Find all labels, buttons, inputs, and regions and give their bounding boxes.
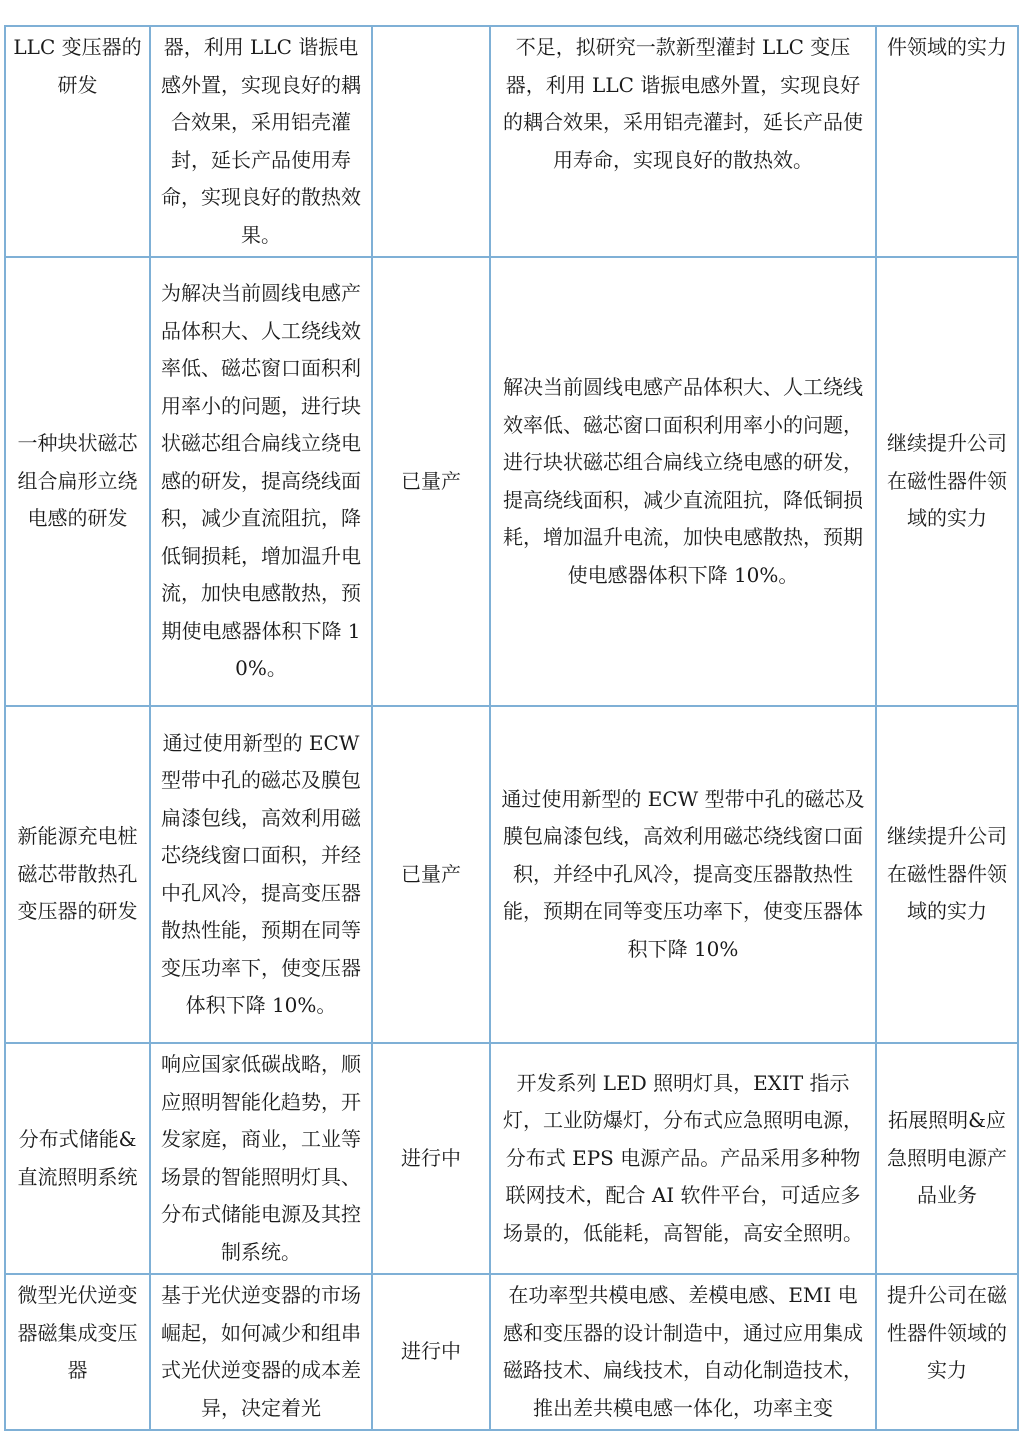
project-impact-cell: 拓展照明&应急照明电源产品业务 xyxy=(876,1043,1018,1274)
table-row xyxy=(5,706,1018,1043)
rd-projects-table xyxy=(4,25,1019,1431)
table-row xyxy=(5,26,1018,257)
project-goal-cell: 不足，拟研究一款新型灌封 LLC 变压器，利用 LLC 谐振电感外置，实现良好的耦合效果，采用铝壳灌封，延长产品使用寿命，实现良好的散热效。 xyxy=(490,26,876,257)
project-method-cell: 通过使用新型的 ECW 型带中孔的磁芯及膜包扁漆包线，高效利用磁芯绕线窗口面积，并经中孔风冷，提高变压器散热性能，预期在同等变压功率下，使变压器体积下降 10%。 xyxy=(150,706,372,1043)
project-method-cell: 为解决当前圆线电感产品体积大、人工绕线效率低、磁芯窗口面积利用率小的问题，进行块状磁芯组合扁线立绕电感的研发，提高绕线面积，减少直流阻抗，降低铜损耗，增加温升电流，加快电感散热，预期使电感器体积下降 10%。 xyxy=(150,257,372,706)
project-goal-cell: 解决当前圆线电感产品体积大、人工绕线效率低、磁芯窗口面积利用率小的问题，进行块状磁芯组合扁线立绕电感的研发，提高绕线面积，减少直流阻抗，降低铜损耗，增加温升电流，加快电感散热，预期使电感器体积下降 10%。 xyxy=(490,257,876,706)
project-method-cell: 器，利用 LLC 谐振电感外置，实现良好的耦合效果，采用铝壳灌封，延长产品使用寿命，实现良好的散热效果。 xyxy=(150,26,372,257)
project-status-cell: 已量产 xyxy=(372,257,490,706)
project-name-cell: 微型光伏逆变器磁集成变压器 xyxy=(5,1274,150,1430)
project-impact-cell: 件领域的实力 xyxy=(876,26,1018,257)
project-name-cell: 新能源充电桩磁芯带散热孔变压器的研发 xyxy=(5,706,150,1043)
project-status-cell: 已量产 xyxy=(372,706,490,1043)
project-goal-cell: 通过使用新型的 ECW 型带中孔的磁芯及膜包扁漆包线，高效利用磁芯绕线窗口面积，并经中孔风冷，提高变压器散热性能，预期在同等变压功率下，使变压器体积下降 10% xyxy=(490,706,876,1043)
project-goal-cell: 开发系列 LED 照明灯具，EXIT 指示灯，工业防爆灯，分布式应急照明电源，分布式 EPS 电源产品。产品采用多种物联网技术，配合 AI 软件平台，可适应多场景的，低能耗，高智能，高安全照明。 xyxy=(490,1043,876,1274)
project-status-cell xyxy=(372,26,490,257)
project-method-cell: 响应国家低碳战略，顺应照明智能化趋势，开发家庭，商业，工业等场景的智能照明灯具、分布式储能电源及其控制系统。 xyxy=(150,1043,372,1274)
table-row xyxy=(5,1043,1018,1274)
project-method-cell: 基于光伏逆变器的市场崛起，如何减少和组串式光伏逆变器的成本差异，决定着光 xyxy=(150,1274,372,1430)
project-status-cell: 进行中 xyxy=(372,1043,490,1274)
table-row xyxy=(5,257,1018,706)
project-status-cell: 进行中 xyxy=(372,1274,490,1430)
project-impact-cell: 继续提升公司在磁性器件领域的实力 xyxy=(876,257,1018,706)
project-impact-cell: 提升公司在磁性器件领域的实力 xyxy=(876,1274,1018,1430)
project-name-cell: LLC 变压器的研发 xyxy=(5,26,150,257)
project-impact-cell: 继续提升公司在磁性器件领域的实力 xyxy=(876,706,1018,1043)
project-name-cell: 一种块状磁芯组合扁形立绕电感的研发 xyxy=(5,257,150,706)
project-goal-cell: 在功率型共模电感、差模电感、EMI 电感和变压器的设计制造中，通过应用集成磁路技术、扁线技术，自动化制造技术，推出差共模电感一体化，功率主变 xyxy=(490,1274,876,1430)
project-name-cell: 分布式储能&直流照明系统 xyxy=(5,1043,150,1274)
table-row xyxy=(5,1274,1018,1430)
